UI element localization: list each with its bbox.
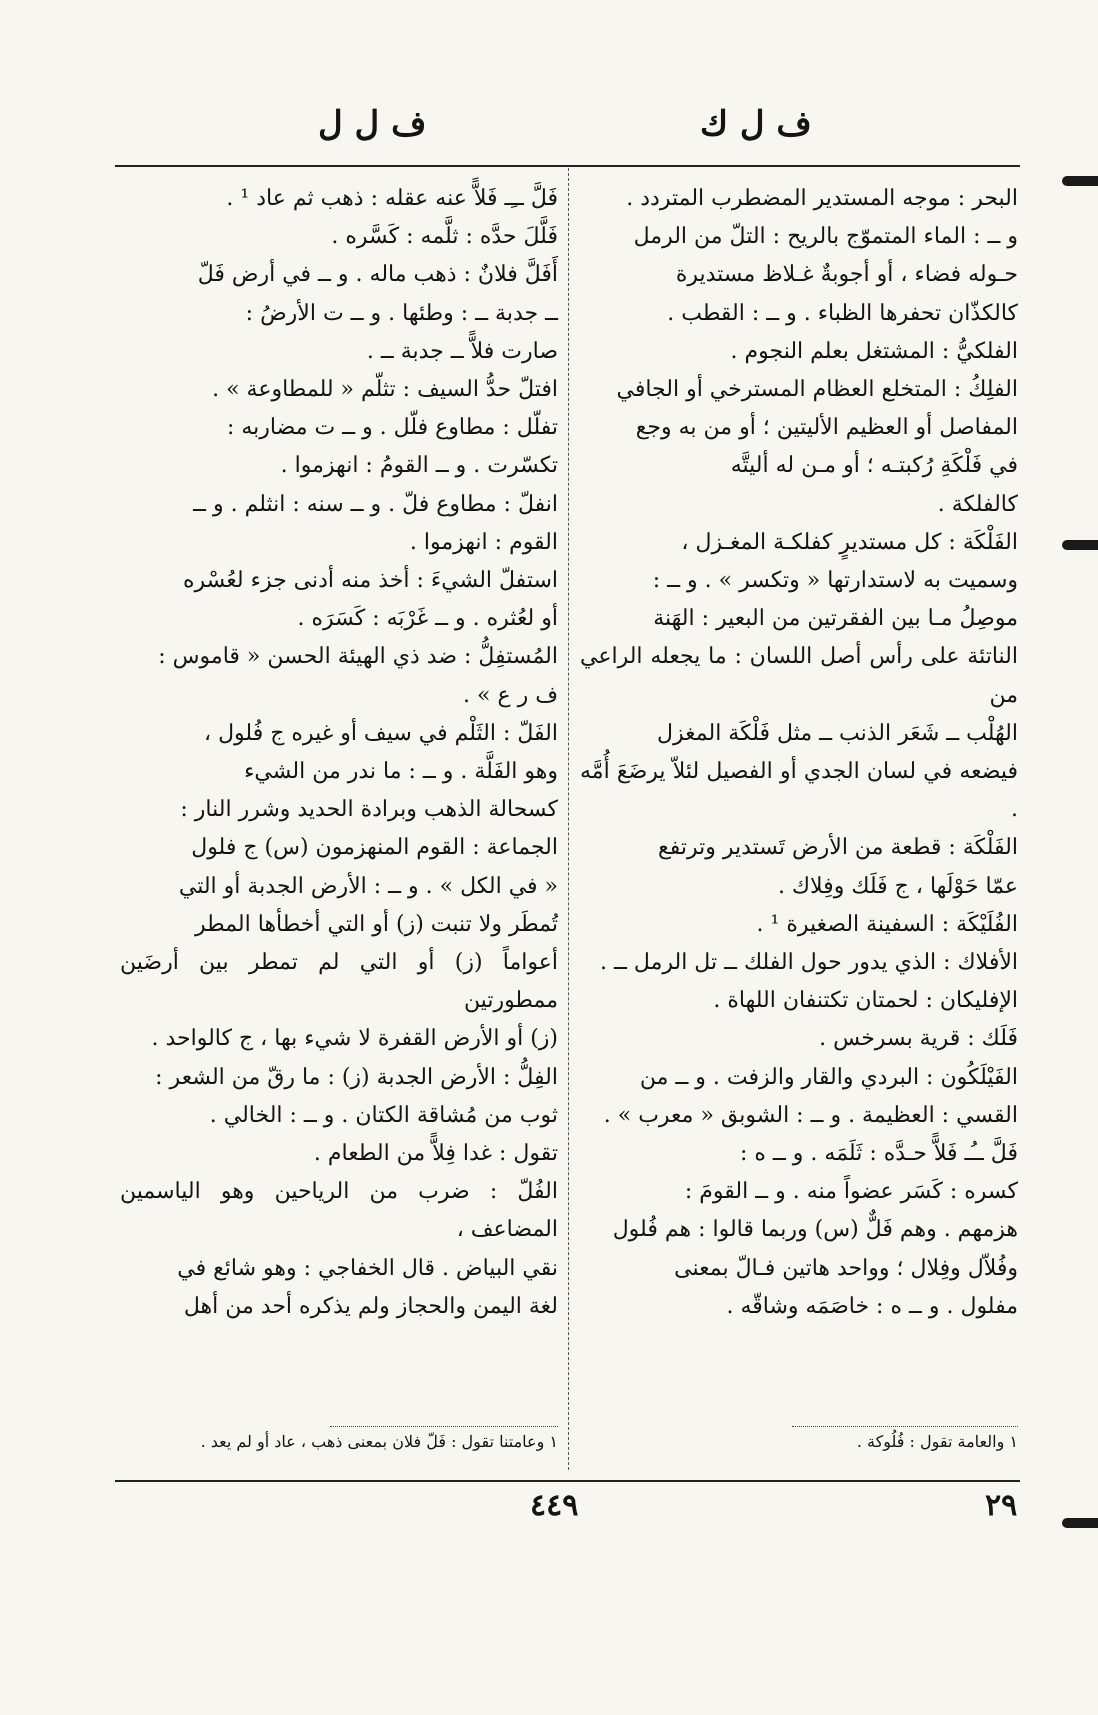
entry-line: فيضعه في لسان الجدي أو الفصيل لئلاّ يرضَعَ أُمَّه .	[580, 759, 1018, 823]
entry-line: أعواماً (ز) أو التي لم تمطر بين أرضَين ممطورتين	[120, 950, 558, 1014]
top-rule	[115, 165, 1020, 167]
right-footnote-rule	[792, 1426, 1018, 1427]
left-footnote: ١ وعامتنا تقول : فَلّ فلان بمعنى ذهب ، عاد أو لم يعد .	[200, 1432, 558, 1451]
entry-line: تُمطَر ولا تنبت (ز) أو التي أخطأها المطر	[195, 911, 558, 937]
entry-line: كسحالة الذهب وبرادة الحديد وشرر النار :	[180, 797, 558, 823]
entry-line: مفلول . و ــ ه : خاصَمَه وشاقّه .	[726, 1293, 1018, 1319]
entry-line: وهو الفَلَّة . و ــ : ما ندر من الشيء	[244, 759, 558, 785]
entry-line: كالفلكة .	[937, 491, 1018, 517]
entry-line: الجماعة : القوم المنهزمون (س) ج فلول	[191, 835, 558, 861]
entry-line: ــ جدبة ــ : وطئها . و ــ ت الأرضُ :	[245, 300, 558, 326]
entry-line: فَلَك : قرية بسرخس .	[819, 1026, 1018, 1052]
entry-line: و ــ : الماء المتموّج بالريح : التلّ من الرمل	[633, 224, 1018, 250]
entry-line: لغة اليمن والحجاز ولم يذكره أحد من أهل	[183, 1293, 558, 1319]
entry-line: فَلَّ ــِـ فَلاًّ عنه عقله : ذهب ثم عاد ¹ .	[226, 186, 558, 211]
entry-line: المُستفِلُّ : ضد ذي الهيئة الحسن « قاموس :	[158, 644, 558, 670]
right-header: ف ل ك	[700, 104, 812, 144]
entry-line: (ز) أو الأرض القفرة لا شيء بها ، ج كالواحد .	[151, 1026, 558, 1052]
right-footnote: ١ والعامة تقول : فُلُوكة .	[856, 1432, 1018, 1451]
entry-line: الفُلَيْكَة : السفينة الصغيرة ¹ .	[756, 911, 1018, 937]
entry-line: أو لعُثره . و ــ غَرْبَه : كَسَرَه .	[297, 606, 558, 632]
column-divider	[568, 168, 569, 1470]
entry-line: البحر : موجه المستدير المضطرب المتردد .	[626, 186, 1018, 211]
left-header: ف ل ل	[318, 104, 427, 144]
left-page-number: ٤٤٩	[530, 1488, 579, 1523]
entry-line: صارت فلاًّ ــ جدبة ــ .	[366, 338, 558, 364]
entry-line: الناتئة على رأس أصل اللسان : ما يجعله الراعي من	[580, 644, 1018, 708]
entry-line: الهُلْب ــ شَعَر الذنب ــ مثل فَلْكَة المغزل	[657, 720, 1018, 746]
entry-line: الفِلُّ : الأرض الجدبة (ز) : ما رقّ من الشعر :	[155, 1064, 558, 1090]
entry-line: الفلِكُ : المتخلع العظام المسترخي أو الجافي	[616, 377, 1018, 403]
entry-line: عمّا حَوْلَها ، ج فَلَك وفِلاك .	[777, 873, 1018, 899]
entry-line: الفَلْكَة : كل مستديرٍ كفلكـة المغـزل ،	[681, 529, 1018, 555]
entry-line: كالكذّان تحفرها الظباء . و ــ : القطب .	[667, 300, 1018, 326]
entry-line: موصِلُ مـا بين الفقرتين من البعير : الهَنة	[653, 606, 1018, 632]
entry-line: القسي : العظيمة . و ــ : الشوبق « معرب » .	[603, 1102, 1018, 1128]
thumb-index-tab	[1062, 540, 1098, 550]
entry-line: نقي البياض . قال الخفاجي : وهو شائع في	[177, 1255, 558, 1281]
entry-line: انفلّ : مطاوع فلّ . و ــ سنه : انثلم . و ــ	[193, 491, 558, 517]
entry-line: الفلكيُّ : المشتغل بعلم النجوم .	[730, 338, 1018, 364]
entry-line: تقول : غدا فِلاًّ من الطعام .	[313, 1141, 558, 1167]
entry-line: الأفلاك : الذي يدور حول الفلك ــ تل الرمل ــ .	[600, 950, 1018, 976]
entry-line: فَلَّلَ حدَّه : ثلَّمه : كَسَّره .	[331, 224, 558, 250]
entry-line: في فَلْكَةِ رُكبتـه ؛ أو مـن له أليتَّه	[730, 453, 1018, 479]
entry-line: حـوله فضاء ، أو أجوبةٌ غـلاظ مستديرة	[675, 262, 1018, 288]
entry-line: الفُلّ : ضرب من الرياحين وهو الياسمين المضاعف ،	[120, 1179, 558, 1243]
thumb-index-tab	[1062, 1518, 1098, 1528]
entry-line: « في الكل » . و ــ : الأرض الجدبة أو التي	[178, 873, 558, 899]
entry-line: تكسّرت . و ــ القومُ : انهزموا .	[280, 453, 558, 479]
left-column	[120, 180, 558, 1326]
entry-line: أَفَلَّ فلانٌ : ذهب ماله . و ــ في أرض فَلّ	[197, 262, 558, 288]
entry-line: المفاصل أو العظيم الأليتين ؛ أو من به وجع	[635, 415, 1018, 441]
left-footnote-rule	[330, 1426, 558, 1427]
entry-line: الفَلّ : الثَلْم في سيف أو غيره ج فُلول ،	[203, 720, 558, 746]
entry-line: هزمهم . وهم فَلٌّ (س) وربما قالوا : هم فُلول	[612, 1217, 1018, 1243]
entry-line: افتلّ حدُّ السيف : تثلّم « للمطاوعة » .	[212, 377, 558, 403]
entry-line: كسره : كَسَر عضواً منه . و ــ القومَ :	[684, 1179, 1018, 1205]
entry-line: استفلّ الشيءَ : أخذ منه أدنى جزء لعُسْره	[183, 568, 558, 594]
entry-line: الفَلْكَة : قطعة من الأرض تَستدير وترتفع	[658, 835, 1018, 861]
entry-line: الإفليكان : لحمتان تكتنفان اللهاة .	[713, 988, 1018, 1014]
entry-line: القوم : انهزموا .	[409, 529, 558, 555]
entry-line: وفُلاّل وفِلال ؛ وواحد هاتين فـالّ بمعنى	[674, 1255, 1018, 1281]
entry-line: فَلَّ ــُـ فَلاًّ حـدَّه : ثَلَمَه . و ــ ه :	[740, 1141, 1018, 1167]
entry-line: ثوب من مُشاقة الكتان . و ــ : الخالي .	[209, 1102, 558, 1128]
right-column	[580, 180, 1018, 1326]
right-page-number: ٢٩	[985, 1488, 1018, 1523]
entry-line: ف ر ع » .	[463, 682, 558, 708]
entry-line: تفلّل : مطاوع فلّل . و ــ ت مضاربه :	[226, 415, 558, 441]
entry-line: وسميت به لاستدارتها « وتكسر » . و ــ :	[652, 568, 1018, 594]
bottom-rule	[115, 1480, 1020, 1482]
entry-line: الفَيْلَكُون : البردي والقار والزفت . و ــ من	[639, 1064, 1018, 1090]
thumb-index-tab	[1062, 176, 1098, 186]
